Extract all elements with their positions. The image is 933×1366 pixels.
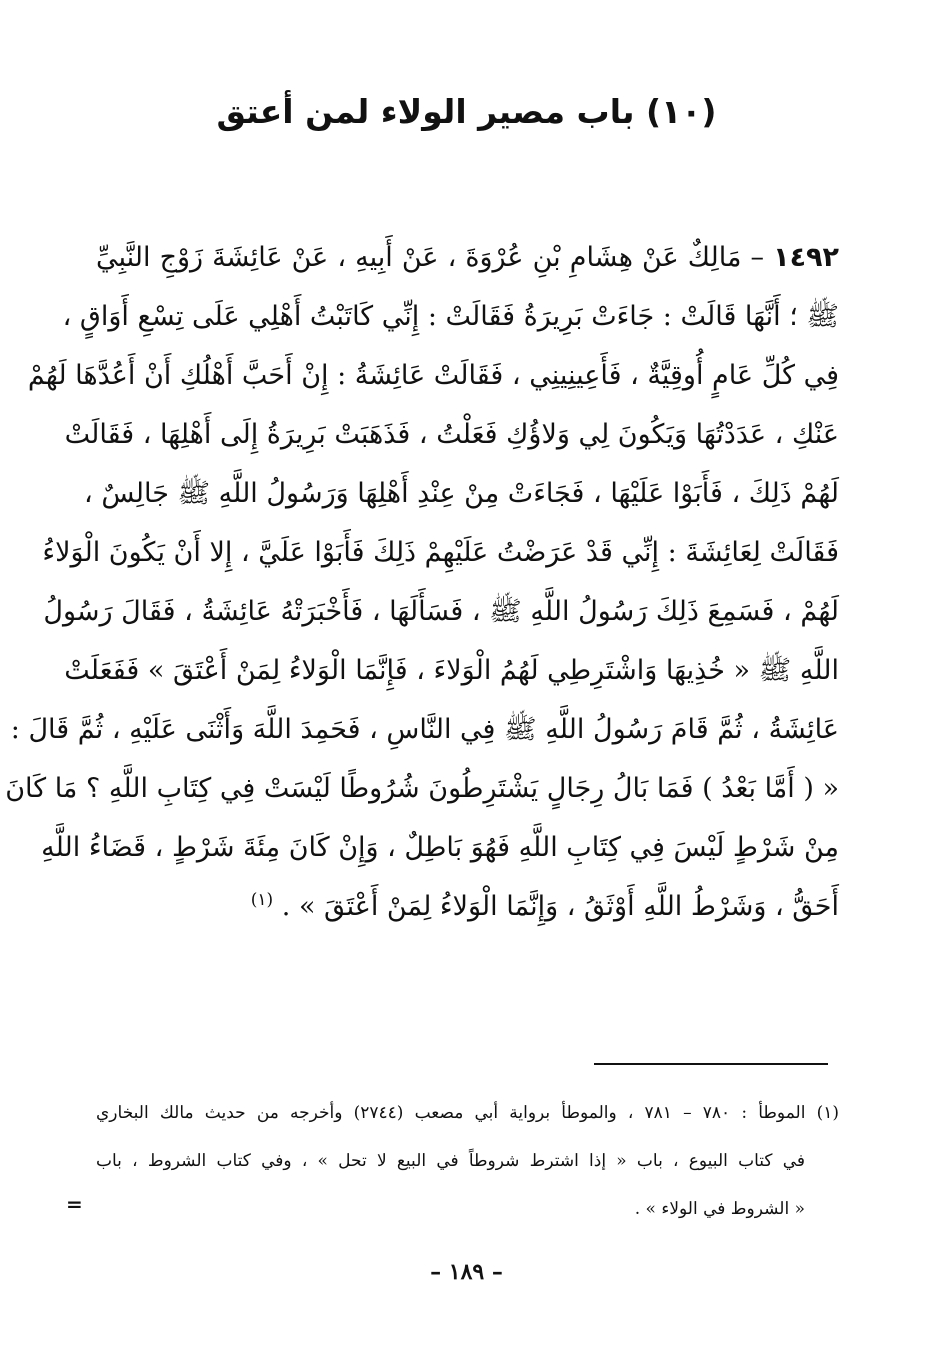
hadith-line-text: أَحَقُّ ، وَشَرْطُ اللَّهِ أَوْثَقُ ، وَإِنَّمَا الْوَلاءُ لِمَنْ أَعْتَقَ » . — [281, 891, 839, 922]
footnote-reference-marker: (١) — [250, 890, 274, 910]
footnote-line: في كتاب البيوع ، باب « إذا اشترط شروطاً في البيع لا تحل » ، وفي كتاب الشروط ، باب — [96, 1151, 805, 1171]
hadith-line — [96, 228, 839, 287]
page-number: – ١٨٩ – — [430, 1259, 503, 1285]
footnote-separator-line — [594, 1063, 828, 1065]
hadith-line: لَهُمْ ذَلِكَ ، فَأَبَوْا عَلَيْهَا ، فَجَاءَتْ مِنْ عِنْدِ أَهْلِهَا وَرَسُولُ اللَّهِ ﷺ جَالِسٌ ، — [84, 478, 839, 509]
hadith-line: اللَّهِ ﷺ « خُذِيهَا وَاشْتَرِطِي لَهُمُ الْوَلاءَ ، فَإِنَّمَا الْوَلاءُ لِمَنْ أَعْتَقَ » فَفَعَلَتْ — [64, 655, 839, 686]
hadith-line: ﷺ ؛ أَنَّهَا قَالَتْ : جَاءَتْ بَرِيرَةُ فَقَالَتْ : إِنِّي كَاتَبْتُ أَهْلِي عَلَى تِسْعِ أَوَاقٍ ، — [62, 301, 839, 332]
hadith-line: فِي كُلِّ عَامٍ أُوقِيَّةٌ ، فَأَعِينِينِي ، فَقَالَتْ عَائِشَةُ : إِنْ أَحَبَّ أَهْلُكِ أَنْ أَعُدَّهَا لَهُمْ — [27, 360, 839, 391]
hadith-line: فَقَالَتْ لِعَائِشَةَ : إِنِّي قَدْ عَرَضْتُ عَلَيْهِمْ ذَلِكَ فَأَبَوْا عَلَيَّ ، إِلا أَنْ يَكُونَ الْوَلاءُ — [42, 537, 839, 568]
hadith-line: عَائِشَةُ ، ثُمَّ قَامَ رَسُولُ اللَّهِ ﷺ فِي النَّاسِ ، فَحَمِدَ اللَّهَ وَأَثْنَى عَلَيْهِ ، ثُمَّ قَالَ : — [10, 714, 839, 745]
footnote-line: (١) الموطأ : ٧٨٠ – ٧٨١ ، والموطأ برواية أبي مصعب (٢٧٤٤) وأخرجه من حديث مالك البخاري — [96, 1103, 840, 1123]
hadith-line: عَنْكِ ، عَدَدْتُهَا وَيَكُونَ لِي وَلاؤُكِ فَعَلْتُ ، فَذَهَبَتْ بَرِيرَةُ إِلَى أَهْلِهَا ، فَقَالَتْ — [64, 419, 839, 450]
hadith-line: مِنْ شَرْطٍ لَيْسَ فِي كِتَابِ اللَّهِ فَهُوَ بَاطِلٌ ، وَإِنْ كَانَ مِئَةَ شَرْطٍ ، قَضَاءُ اللَّهِ — [41, 832, 839, 863]
footnote-line: « الشروط في الولاء » . — [634, 1199, 805, 1219]
hadith-line — [96, 877, 839, 936]
hadith-number: ١٤٩٢ — [773, 242, 840, 273]
hadith-text-block — [5, 228, 840, 936]
footnotes-block — [96, 1093, 839, 1237]
footnote-continuation-mark: = — [66, 1192, 83, 1216]
hadith-line: لَهُمْ ، فَسَمِعَ ذَلِكَ رَسُولُ اللَّهِ ﷺ ، فَسَأَلَهَا ، فَأَخْبَرَتْهُ عَائِشَةُ ، فَقَالَ رَسُولُ — [43, 596, 839, 627]
chapter-title: (١٠) باب مصير الولاء لمن أعتق — [216, 92, 717, 131]
hadith-line-text: – مَالِكٌ عَنْ هِشَامِ بْنِ عُرْوَةَ ، عَنْ أَبِيهِ ، عَنْ عَائِشَةَ زَوْجِ النَّبِيِّ — [96, 242, 774, 273]
hadith-line: « ( أَمَّا بَعْدُ ) فَمَا بَالُ رِجَالٍ يَشْتَرِطُونَ شُرُوطًا لَيْسَتْ فِي كِتَابِ اللَّهِ ؟ مَا كَانَ — [5, 773, 839, 804]
